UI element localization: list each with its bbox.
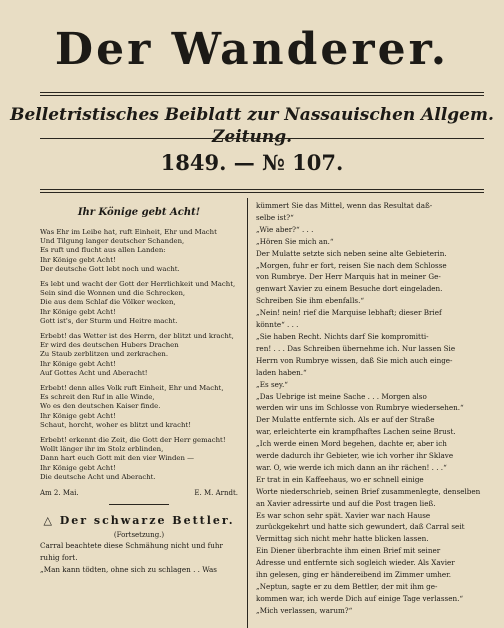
text-line: von Rumbrye. Der Herr Marquis hat in meiner Ge- — [256, 272, 441, 282]
poem-line: Sein sind die Wonnen und die Schrecken, — [40, 289, 186, 298]
text-line: „Sie haben Recht. Nichts darf Sie kompromitti- — [256, 331, 429, 341]
poem-line: Die deutsche Acht und Aberacht. — [40, 472, 156, 481]
story-line: Carral beachtete diese Schmähung nicht und fuhr — [40, 541, 223, 551]
text-line: könnte“ . . . — [256, 320, 299, 330]
poem-line: Es schreit den Ruf in alle Winde, — [40, 393, 155, 402]
poem-date: Am 2. Mai. — [40, 489, 79, 498]
masthead-rule-mid — [40, 138, 484, 139]
poem-author: E. M. Arndt. — [194, 489, 238, 498]
text-line: „Hören Sie mich an.“ — [256, 236, 334, 246]
text-line: Vermittag sich nicht mehr hatte blicken lassen. — [256, 534, 429, 544]
right-column — [256, 200, 484, 617]
column-separator — [247, 198, 248, 628]
poem-line: Ihr Könige gebt Acht! — [40, 463, 116, 472]
text-line: „Nein! nein! rief die Marquise lebhaft; dieser Brief — [256, 308, 442, 318]
text-line: Der Mulatte entfernte sich. Als er auf der Straße — [256, 415, 435, 425]
masthead-rule-bottom — [40, 189, 484, 190]
poem-line: Gott ist's, der Sturm und Heitre macht. — [40, 316, 178, 325]
poem-line: Es ruft und flucht aus allen Landen: — [40, 246, 166, 255]
poem-stanza — [40, 436, 238, 482]
text-line: „Mich verlassen, warum?“ — [256, 605, 353, 615]
poem-stanza — [40, 332, 238, 378]
text-line: Schreiben Sie ihm ebenfalls.“ — [256, 296, 365, 306]
story-line: ruhig fort. — [40, 552, 78, 562]
poem-signature — [40, 488, 238, 498]
text-line: ren! . . . Das Schreiben übernehme ich. Nur lassen Sie — [256, 343, 456, 353]
poem-line: Zu Staub zerblitzen und zerkrachen. — [40, 350, 169, 359]
story-continuation: (Fortsetzung.) — [113, 531, 165, 540]
poem-stanza — [40, 280, 238, 326]
text-line: Der Mulatte setzte sich neben seine alte Gebieterin. — [256, 248, 447, 258]
text-line: selbe ist?“ — [256, 212, 294, 222]
text-line: „Morgen, fuhr er fort, reisen Sie nach dem Schlosse — [256, 260, 447, 270]
text-line: genwart Xavier zu einem Besuche dort eingeladen. — [256, 284, 443, 294]
masthead-rule-top — [40, 92, 484, 93]
text-line: Ein Diener überbrachte ihm einen Brief mit seiner — [256, 546, 441, 556]
text-line: ihn gelesen, ging er händereibend im Zimmer umher. — [256, 570, 452, 580]
masthead-title: Der Wanderer. — [54, 24, 450, 75]
masthead-rule-bottom-2 — [40, 192, 484, 193]
text-line: an Xavier adressirte und auf die Post tragen ließ. — [256, 498, 436, 508]
text-line: Herrn von Rumbrye wissen, daß Sie mich auch einge- — [256, 355, 453, 365]
poem-line: Ihr Könige gebt Acht! — [40, 359, 116, 368]
poem-line: Schaut, horcht, woher es blitzt und kracht! — [40, 420, 191, 429]
poem-line: Wollt länger ihr im Stolz erblinden, — [40, 445, 164, 454]
poem-stanza — [40, 228, 238, 274]
text-line: war, erleichterte ein krampfhaftes Lachen seine Brust. — [256, 427, 456, 437]
issue-number: 1849. — № 107. — [160, 150, 344, 175]
text-line: werden wir uns im Schlosse von Rumbrye wiedersehen.“ — [256, 403, 464, 413]
text-line: „Neptun, sagte er zu dem Bettler, der mit ihm ge- — [256, 582, 438, 591]
poem-stanza — [40, 384, 238, 430]
masthead-subtitle: Belletristisches Beiblatt zur Nassauischen Allgem. Zeitung. — [10, 105, 494, 147]
text-line: war. O, wie werde ich mich dann an ihr rächen! . . .“ — [256, 462, 447, 472]
poem-line: Erbebt! das Wetter ist des Herrn, der blitzt und kracht, — [40, 332, 234, 341]
poem-line: Er wird des deutschen Hubers Drachen — [40, 341, 179, 350]
text-line: kümmert Sie das Mittel, wenn das Resultat daß- — [256, 201, 433, 210]
text-line: Er trat in ein Kaffeehaus, wo er schnell einige — [256, 474, 424, 484]
text-line: werde dadurch ihr Gebieter, wie ich vorher ihr Sklave — [256, 451, 454, 461]
story-title: △ Der schwarze Bettler. — [43, 514, 235, 528]
triangle-ornament-icon: △ — [43, 514, 60, 528]
poem-line: Was Ehr im Leibe hat, ruft Einheit, Ehr und Macht — [40, 228, 217, 236]
text-line: Worte niederschrieb, seinen Brief zusammenlegte, denselben — [256, 486, 481, 496]
poem-line: Ihr Könige gebt Acht! — [40, 411, 116, 420]
text-line: laden haben.“ — [256, 367, 307, 377]
poem-line: Der deutsche Gott lebt noch und wacht. — [40, 264, 180, 273]
poem-line: Erbebt! denn alles Volk ruft Einheit, Ehr und Macht, — [40, 384, 224, 393]
poem-line: Es lebt und wacht der Gott der Herrlichkeit und Macht, — [40, 280, 236, 289]
text-line: zurückgekehrt und hatte sich gewundert, daß Carral seit — [256, 522, 465, 532]
left-column — [40, 200, 238, 576]
text-line: „Es sey.“ — [256, 379, 288, 389]
poem-title: Ihr Könige gebt Acht! — [77, 207, 201, 218]
poem-line: Ihr Könige gebt Acht! — [40, 307, 116, 316]
text-line: kommen war, ich werde Dich auf einige Tage verlassen.“ — [256, 593, 464, 603]
poem-line: Dann hart euch Gott mit den vier Winden — — [40, 454, 194, 463]
poem-line: Ihr Könige gebt Acht! — [40, 255, 116, 264]
section-divider — [109, 504, 169, 505]
text-line: „Das Uebrige ist meine Sache . . . Morgen also — [256, 391, 427, 401]
text-line: Es war schon sehr spät. Xavier war nach Hause — [256, 510, 431, 520]
text-line: Adresse und entfernte sich sogleich wieder. Als Xavier — [256, 558, 455, 568]
poem-line: Wo es den deutschen Kaiser finde. — [40, 402, 161, 411]
text-line: „Wie aber?“ . . . — [256, 224, 314, 234]
text-line: „Ich werde einen Mord begehen, dachte er, aber ich — [256, 439, 447, 449]
poem-line: Und Tilgung langer deutscher Schanden, — [40, 237, 185, 246]
masthead-rule-top-2 — [40, 95, 484, 96]
story-body — [40, 540, 238, 576]
poem-line: Erbebt! erkennt die Zeit, die Gott der Herr gemacht! — [40, 436, 226, 445]
poem-line: Auf Gottes Acht und Aberacht! — [40, 368, 148, 377]
story-line: „Man kann tödten, ohne sich zu schlagen . . Was — [40, 564, 217, 574]
poem-line: Die aus dem Schlaf die Völker wecken, — [40, 298, 176, 307]
poem-body — [40, 228, 238, 482]
